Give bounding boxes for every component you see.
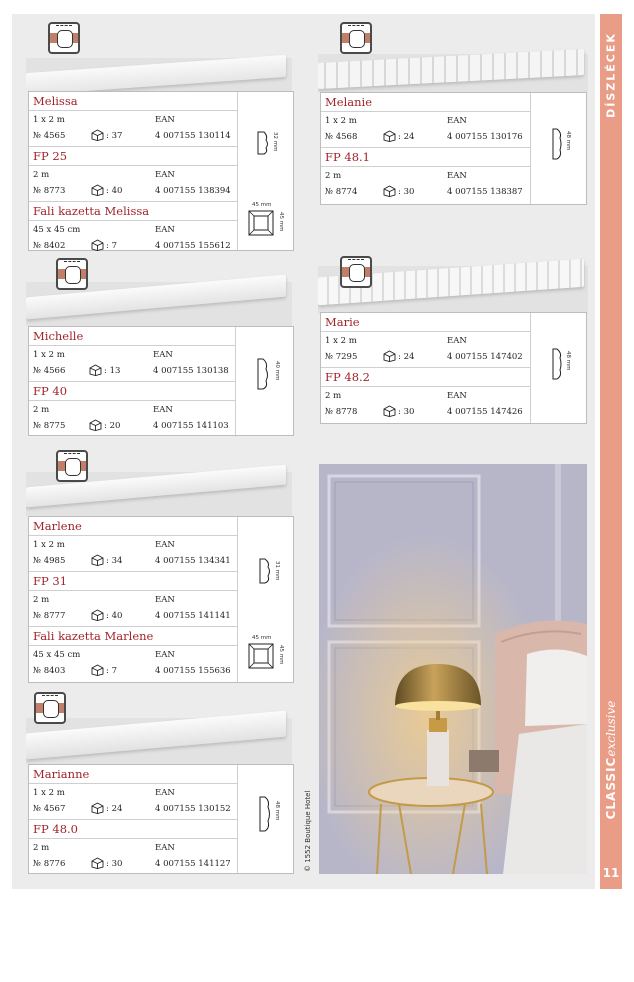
package-box-icon <box>91 554 104 566</box>
profile-drawing-panel <box>530 313 587 423</box>
profile-section-icon <box>258 795 272 833</box>
package-box-icon <box>91 184 104 196</box>
package-box-icon <box>383 185 396 197</box>
size-text: 1 x 2 m <box>33 788 65 798</box>
ean-label: EAN <box>447 336 467 346</box>
product-image-marlene <box>26 448 292 516</box>
page-number: 11 <box>602 866 620 880</box>
package-count: : 30 <box>398 187 415 197</box>
ean-label: EAN <box>155 115 175 125</box>
ean-label: EAN <box>153 350 173 360</box>
ean-label: EAN <box>155 540 175 550</box>
product-data-row <box>29 401 235 436</box>
ean-code: 4 007155 130176 <box>447 132 523 142</box>
product-title: FP 31 <box>33 574 68 588</box>
product-data-row <box>321 167 530 202</box>
ean-label: EAN <box>447 171 467 181</box>
package-box-icon <box>383 130 396 142</box>
profile-section-icon <box>256 130 270 156</box>
product-image-melissa <box>26 20 292 92</box>
product-title-row <box>29 765 237 784</box>
strength-fist-icon <box>48 22 80 54</box>
size-text: 45 x 45 cm <box>33 650 81 660</box>
ean-code: 4 007155 147426 <box>447 407 523 417</box>
product-title-row <box>29 627 237 646</box>
collection-name: CLASSIC <box>604 756 618 820</box>
size-text: 1 x 2 m <box>33 540 65 550</box>
ean-label: EAN <box>155 170 175 180</box>
ean-code: 4 007155 141127 <box>155 859 231 869</box>
wall-frame-icon <box>248 643 274 669</box>
strength-fist-icon <box>56 258 88 290</box>
ean-code: 4 007155 130152 <box>155 804 231 814</box>
product-title: FP 48.1 <box>325 150 370 164</box>
product-title-row <box>321 368 530 387</box>
photo-credit-text: © 1552 Boutique Hotel <box>304 790 312 872</box>
product-data-row <box>29 839 237 874</box>
package-box-icon <box>91 802 104 814</box>
ean-code: 4 007155 155612 <box>155 241 231 251</box>
product-title: FP 48.2 <box>325 370 370 384</box>
ean-code: 4 007155 130138 <box>153 366 229 376</box>
profile-drawing-panel <box>530 93 587 204</box>
frame-width-dimension: 45 mm <box>252 635 272 641</box>
frame-width-dimension: 45 mm <box>252 202 272 208</box>
article-number: № 4566 <box>33 366 66 376</box>
ean-label: EAN <box>155 650 175 660</box>
article-number: № 4565 <box>33 131 66 141</box>
section-label <box>603 20 619 130</box>
product-data-row <box>321 387 530 422</box>
article-number: № 4568 <box>325 132 358 142</box>
ean-code: 4 007155 155636 <box>155 666 231 676</box>
package-box-icon <box>89 419 102 431</box>
strength-fist-icon <box>34 692 66 724</box>
article-number: № 8774 <box>325 187 358 197</box>
ean-code: 4 007155 141103 <box>153 421 229 431</box>
profile-drawing-panel <box>237 92 294 250</box>
product-image-michelle <box>26 256 292 326</box>
product-data-row <box>321 332 530 368</box>
package-box-icon <box>91 857 104 869</box>
product-title: FP 40 <box>33 384 68 398</box>
ean-label: EAN <box>155 595 175 605</box>
product-title-row <box>321 93 530 112</box>
size-text: 2 m <box>325 171 342 181</box>
product-title: Marie <box>325 315 360 329</box>
frame-height-dimension: 45 mm <box>278 645 284 665</box>
article-number: № 8778 <box>325 407 358 417</box>
product-title: Marianne <box>33 767 90 781</box>
product-title-row <box>321 148 530 167</box>
product-card-marie <box>320 312 587 424</box>
package-count: : 40 <box>106 186 123 196</box>
photo-credit <box>304 790 316 982</box>
product-title-row <box>29 327 235 346</box>
section-label-text: DÍSZLÉCEK <box>604 32 618 118</box>
frame-height-dimension: 45 mm <box>278 212 284 232</box>
ean-label: EAN <box>155 788 175 798</box>
collection-suffix: exclusive <box>604 700 618 757</box>
package-count: : 24 <box>398 132 415 142</box>
profile-drawing-panel <box>235 327 294 435</box>
ean-label: EAN <box>153 405 173 415</box>
article-number: № 8403 <box>33 666 66 676</box>
package-box-icon <box>383 350 396 362</box>
product-card-melissa <box>28 91 294 251</box>
strength-fist-icon <box>340 22 372 54</box>
profile-drawing-panel <box>237 517 294 682</box>
ean-label: EAN <box>447 391 467 401</box>
article-number: № 8773 <box>33 186 66 196</box>
product-data-row <box>321 112 530 148</box>
size-text: 2 m <box>33 843 50 853</box>
product-title-row <box>29 572 237 591</box>
product-data-row <box>29 346 235 382</box>
size-text: 2 m <box>33 170 50 180</box>
product-title: Michelle <box>33 329 84 343</box>
profile-dimension: 40 mm <box>274 361 280 381</box>
profile-dimension: 48 mm <box>565 351 571 371</box>
product-data-row <box>29 166 237 202</box>
size-text: 2 m <box>33 405 50 415</box>
product-title: Melissa <box>33 94 78 108</box>
article-number: № 7295 <box>325 352 358 362</box>
profile-drawing-panel <box>237 765 294 873</box>
profile-section-icon <box>551 347 563 381</box>
ean-code: 4 007155 147402 <box>447 352 523 362</box>
profile-section-icon <box>256 357 270 391</box>
package-count: : 13 <box>104 366 121 376</box>
article-number: № 8775 <box>33 421 66 431</box>
package-box-icon <box>91 609 104 621</box>
size-text: 1 x 2 m <box>325 116 357 126</box>
profile-section-icon <box>258 557 272 585</box>
ean-code: 4 007155 134341 <box>155 556 231 566</box>
product-data-row <box>29 784 237 820</box>
product-image-marianne <box>26 690 292 764</box>
strength-fist-icon <box>340 256 372 288</box>
product-card-michelle <box>28 326 294 436</box>
product-title-row <box>29 517 237 536</box>
product-data-row <box>29 221 237 256</box>
size-text: 2 m <box>33 595 50 605</box>
size-text: 1 x 2 m <box>33 115 65 125</box>
product-title-row <box>29 92 237 111</box>
package-box-icon <box>91 239 104 251</box>
product-title-row <box>29 147 237 166</box>
strength-fist-icon <box>56 450 88 482</box>
ean-label: EAN <box>447 116 467 126</box>
article-number: № 4567 <box>33 804 66 814</box>
package-count: : 30 <box>398 407 415 417</box>
product-card-marlene <box>28 516 294 683</box>
product-data-row <box>29 111 237 147</box>
article-number: № 4985 <box>33 556 66 566</box>
product-title-row <box>29 382 235 401</box>
product-card-melanie <box>320 92 587 205</box>
product-data-row <box>29 536 237 572</box>
wall-frame-icon <box>248 210 274 236</box>
profile-dimension: 48 mm <box>565 131 571 151</box>
product-image-marie <box>318 238 588 314</box>
article-number: № 8777 <box>33 611 66 621</box>
package-count: : 7 <box>106 666 117 676</box>
package-count: : 7 <box>106 241 117 251</box>
product-title: Marlene <box>33 519 82 533</box>
product-title: FP 48.0 <box>33 822 78 836</box>
collection-label-text <box>604 701 618 820</box>
profile-dimension: 31 mm <box>274 561 280 581</box>
collection-label <box>603 690 619 830</box>
product-data-row <box>29 591 237 627</box>
product-title-row <box>321 313 530 332</box>
interior-photo <box>319 464 587 874</box>
package-box-icon <box>89 364 102 376</box>
product-title-row <box>29 202 237 221</box>
ean-code: 4 007155 130114 <box>155 131 231 141</box>
article-number: № 8402 <box>33 241 66 251</box>
ean-code: 4 007155 138387 <box>447 187 523 197</box>
interior-scene <box>319 464 587 874</box>
package-count: : 24 <box>106 804 123 814</box>
package-count: : 30 <box>106 859 123 869</box>
ean-code: 4 007155 141141 <box>155 611 231 621</box>
product-data-row <box>29 646 237 681</box>
package-count: : 34 <box>106 556 123 566</box>
package-count: : 24 <box>398 352 415 362</box>
ean-label: EAN <box>155 843 175 853</box>
size-text: 1 x 2 m <box>33 350 65 360</box>
size-text: 45 x 45 cm <box>33 225 81 235</box>
product-title: FP 25 <box>33 149 68 163</box>
package-count: : 20 <box>104 421 121 431</box>
product-title: Melanie <box>325 95 373 109</box>
ean-label: EAN <box>155 225 175 235</box>
package-count: : 37 <box>106 131 123 141</box>
package-box-icon <box>383 405 396 417</box>
ean-code: 4 007155 138394 <box>155 186 231 196</box>
product-image-melanie <box>318 20 588 92</box>
size-text: 2 m <box>325 391 342 401</box>
profile-dimension: 32 mm <box>272 132 278 152</box>
package-count: : 40 <box>106 611 123 621</box>
product-card-marianne <box>28 764 294 874</box>
package-box-icon <box>91 664 104 676</box>
article-number: № 8776 <box>33 859 66 869</box>
product-title: Fali kazetta Melissa <box>33 204 150 218</box>
size-text: 1 x 2 m <box>325 336 357 346</box>
product-title-row <box>29 820 237 839</box>
package-box-icon <box>91 129 104 141</box>
product-title: Fali kazetta Marlene <box>33 629 154 643</box>
profile-section-icon <box>551 127 563 161</box>
profile-dimension: 48 mm <box>274 801 280 821</box>
